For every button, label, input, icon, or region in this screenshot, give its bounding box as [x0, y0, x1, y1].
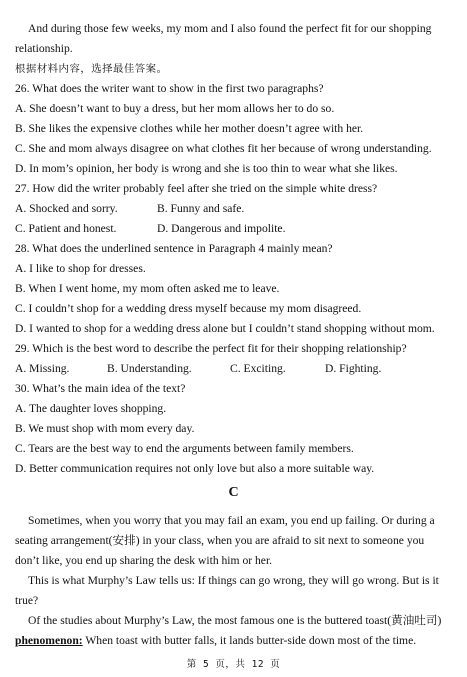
passage-line: This is what Murphy’s Law tells us: If things can go wrong, they will go wrong. But is it [28, 574, 439, 587]
question-30-stem: 30. What’s the main idea of the text? [15, 382, 186, 395]
section-heading: C [228, 485, 239, 500]
question-28-option-b: B. When I went home, my mom often asked me to leave. [15, 282, 280, 295]
intro-line: relationship. [15, 42, 73, 55]
question-27-stem: 27. How did the writer probably feel after she tried on the simple white dress? [15, 182, 378, 195]
passage-line [15, 634, 416, 648]
question-26-option-b: B. She likes the expensive clothes while her mother doesn’t agree with her. [15, 122, 364, 135]
question-28-option-c: C. I couldn’t shop for a wedding dress myself because my mom disagreed. [15, 302, 362, 315]
question-28-option-d: D. I wanted to shop for a wedding dress alone but I couldn’t stand shopping without mom. [15, 322, 435, 335]
passage-line: don’t like, you end up sharing the desk with him or her. [15, 554, 273, 567]
question-26-stem: 26. What does the writer want to show in the first two paragraphs? [15, 82, 324, 95]
page-footer: 第 5 页，共 12 页 [186, 659, 281, 670]
passage-line-rest: When toast with butter falls, it lands butter-side down most of the time. [82, 634, 417, 647]
underlined-term: phenomenon: [15, 634, 83, 647]
question-27-option-c: C. Patient and honest. [15, 222, 117, 235]
question-26-option-c: C. She and mom always disagree on what clothes fit her because of wrong understanding. [15, 142, 432, 155]
question-29-option-a: A. Missing. [15, 362, 70, 375]
question-30-option-b: B. We must shop with mom every day. [15, 422, 195, 435]
passage-line: Sometimes, when you worry that you may fail an exam, you end up failing. Or during a [28, 514, 435, 527]
question-29-option-c: C. Exciting. [230, 362, 286, 375]
question-30-option-a: A. The daughter loves shopping. [15, 402, 167, 415]
intro-line: And during those few weeks, my mom and I also found the perfect fit for our shopping [28, 22, 432, 35]
passage-line: seating arrangement(安排) in your class, when you are afraid to sit next to someone you [15, 534, 425, 547]
question-29-option-d: D. Fighting. [325, 362, 382, 375]
question-28-option-a: A. I like to shop for dresses. [15, 262, 146, 275]
question-27-option-d: D. Dangerous and impolite. [157, 222, 286, 235]
question-29-stem: 29. Which is the best word to describe the perfect fit for their shopping relationship? [15, 342, 407, 355]
question-29-option-b: B. Understanding. [107, 362, 192, 375]
question-30-option-d: D. Better communication requires not only love but also a more suitable way. [15, 462, 375, 475]
instruction: 根据材料内容，选择最佳答案。 [15, 63, 168, 75]
question-26-option-d: D. In mom’s opinion, her body is wrong and she is too thin to wear what she likes. [15, 162, 398, 175]
question-26-option-a: A. She doesn’t want to buy a dress, but her mom allows her to do so. [15, 102, 335, 115]
question-30-option-c: C. Tears are the best way to end the arguments between family members. [15, 442, 354, 455]
passage-line: Of the studies about Murphy’s Law, the most famous one is the buttered toast(黄油吐司) [28, 614, 442, 627]
passage-line: true? [15, 594, 39, 607]
question-28-stem: 28. What does the underlined sentence in Paragraph 4 mainly mean? [15, 242, 333, 255]
question-27-option-a: A. Shocked and sorry. [15, 202, 118, 215]
question-27-option-b: B. Funny and safe. [157, 202, 245, 215]
